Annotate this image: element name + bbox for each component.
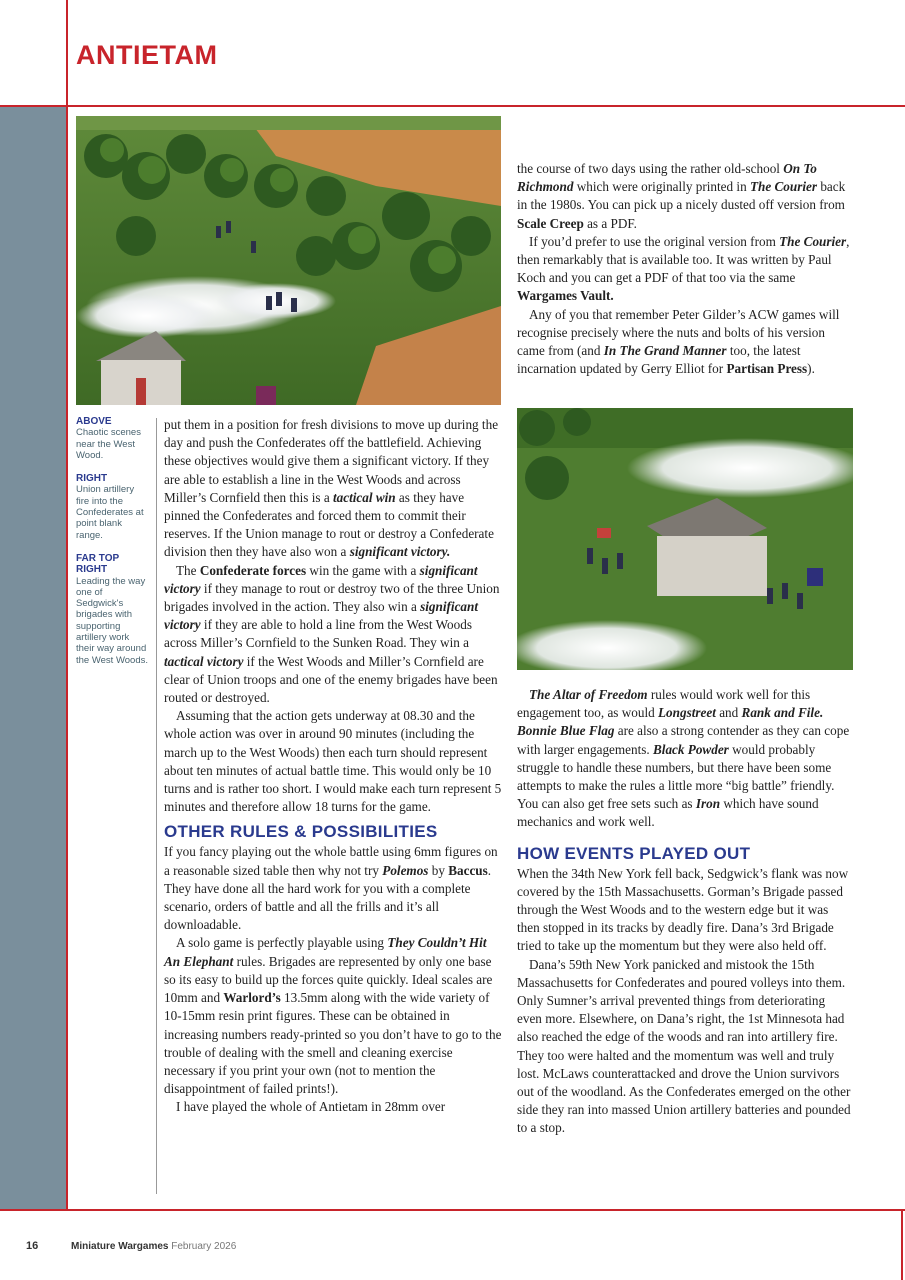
caption-text-right: Union artillery fire into the Confederates at point blank range. [76, 484, 144, 541]
paragraph: put them in a position for fresh divisions to move up during the day and push the Confederates off the battlefield. Achieving these objectives would give them a significant victory. If they are able to establish a line in the West Woods and across Miller’s Cornfield then this is a tactical win as they have pinned the Confederates and forced them to commit their reserves. If the Union manage to rout or destroy a Confederate division then they have also won a significant victory. [164, 417, 499, 560]
caption-head-above: ABOVE [76, 416, 112, 427]
page-number: 16 [26, 1240, 39, 1252]
paragraph: When the 34th New York fell back, Sedgwick’s flank was now covered by the 15th Massachusetts. Gorman’s Brigade passed through the West Woods and to the western edge but it was then stopped in its tracks by deadly fire. Dana’s 3rd Brigade tried to take up the momentum but they were also held off. [517, 865, 849, 954]
battle-photo-sedgwick-brigade [517, 408, 853, 670]
caption-head-right: RIGHT [76, 473, 108, 485]
photo-captions [76, 416, 148, 666]
footer-rule [0, 1209, 905, 1211]
page-title: ANTIETAM [76, 40, 218, 70]
section-heading-other-rules: OTHER RULES & POSSIBILITIES [164, 822, 438, 842]
caption-head-far-top-right: FAR TOP RIGHT [76, 552, 119, 576]
battle-photo-west-wood [76, 116, 501, 405]
right-edge-rule [901, 1209, 903, 1280]
page-footer [26, 1240, 236, 1252]
left-rule [66, 0, 68, 1210]
paragraph: A solo game is perfectly playable using They Couldn’t Hit An Elephant rules. Brigades are represented by only one base so its easy to build up the forces quite quickly. Ideal scales are 10mm and Warlord’s 13.5mm along with the wide variety of 10-15mm resin print figures. These can be obtained in increasing numbers ready-printed so you don’t have to go to the trouble of dealing with the smell and cleaning exercise necessary if you print your own (not to mention the disappointment of failed prints!). [164, 935, 502, 1097]
paragraph: The Altar of Freedom rules would work well for this engagement too, as would Longstreet and Rank and File. Bonnie Blue Flag are also a strong contender as they can cope with larger engagements. Black Powder would probably struggle to handle these numbers, but there have been some attempts to make the rules a little more “big battle” friendly. You can also get free sets such as Iron which have sound mechanics and work well. [517, 687, 850, 830]
paragraph: If you fancy playing out the whole battle using 6mm figures on a reasonable sized table then why not try Polemos by Baccus. They have done all the hard work for you with a complete scenario, orders of battle and all the frills and it’s all downloadable. [164, 844, 498, 933]
caption-text-far-top-right: Leading the way one of Sedgwick's brigades with supporting artillery work their way around the West Woods. [76, 575, 148, 666]
paragraph: Any of you that remember Peter Gilder’s ACW games will recognise precisely where the nuts and bolts of his version came from (and In The Grand Manner too, the latest incarnation updated by Gerry Elliot for Partisan Press). [517, 306, 840, 377]
caption-text-above: Chaotic scenes near the West Wood. [76, 427, 141, 461]
paragraph: Dana’s 59th New York panicked and mistook the 15th Massachusetts for Confederates and poured volleys into them. Only Sumner’s arrival prevented things from deteriorating even more. Elsewhere, on Dana’s right, the 1st Minnesota had also reached the edge of the woods and ran into artillery fire. They too were halted and the momentum was well and truly lost. McLaws counterattacked and drove the Union survivors out of the woodland. As the Confederates emerged on the other side they ran into massed Union artillery batteries and pounded to a stop. [517, 956, 851, 1136]
sidebar-strip [0, 107, 67, 1210]
paragraph: I have played the whole of Antietam in 28mm over [176, 1099, 446, 1115]
paragraph: Assuming that the action gets underway at 08.30 and the whole action was over in around 90 minutes (including the march up to the West Woods) then each turn should represent about ten minutes of actual battle time. This would only be 10 turns and is rather too short. I would make each turn represent 5 minutes and therefore allow 18 turns for the game. [164, 708, 502, 815]
paragraph: If you’d prefer to use the original version from The Courier, then remarkably that is available too. It was written by Paul Koch and you can get a PDF of that too via the same Wargames Vault. [517, 233, 850, 304]
paragraph: The Confederate forces win the game with a significant victory if they manage to rout or destroy two of the three Union brigades involved in the action. They also win a significant victory if they are able to hold a line from the West Woods across Miller’s Cornfield to the Sunken Road. They win a tactical victory if the West Woods and Miller’s Cornfield are clear of Union troops and one of the enemy brigades have been routed or destroyed. [164, 562, 500, 706]
caption-column-rule [156, 418, 157, 1194]
header-rule [0, 105, 905, 107]
paragraph: the course of two days using the rather old-school On To Richmond which were originally printed in The Courier back in the 1980s. You can pick up a nicely dusted off version from Scale Creep as a PDF. [517, 161, 846, 231]
article-column-2-top [517, 160, 853, 378]
article-column-2-bottom [517, 686, 853, 1138]
section-heading-how-events: HOW EVENTS PLAYED OUT [517, 843, 751, 863]
article-column-1 [164, 416, 502, 1117]
magazine-name: Miniature Wargames [71, 1241, 169, 1252]
issue-date: February 2026 [171, 1241, 237, 1252]
